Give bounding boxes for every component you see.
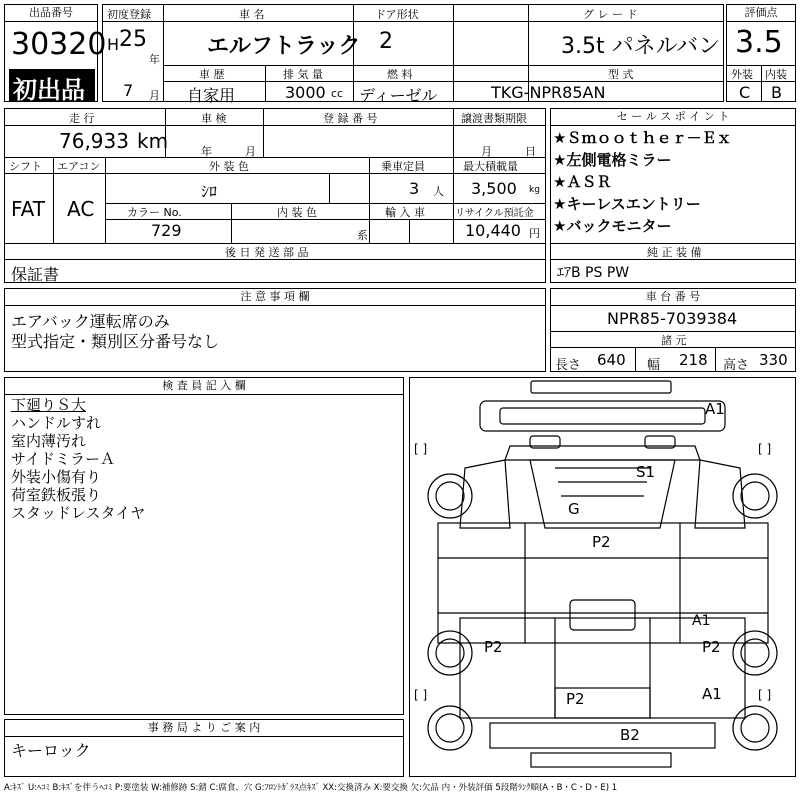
details-box: [4, 108, 546, 283]
inspector-line: サイドミラーＡ: [11, 450, 115, 468]
regno-label: 登 録 番 号: [323, 112, 378, 125]
chassis-value: NPR85-7039384: [607, 309, 738, 328]
shift-label: シフト: [9, 160, 42, 173]
sales-item: ★バックモニター: [553, 217, 672, 235]
notes-line: 型式指定・類別区分番号なし: [11, 332, 220, 351]
car-info-box: [102, 4, 724, 105]
reg-month: 7: [123, 81, 134, 100]
grade-label: グ レ ー ド: [583, 8, 638, 21]
inspector-label: 検 査 員 記 入 欄: [5, 378, 403, 395]
truck-diagram: [409, 377, 796, 777]
notes-label: 注 意 事 項 欄: [5, 289, 545, 306]
damage-mark-rear-door: P2: [566, 690, 585, 708]
recycle-value: 10,440: [465, 221, 521, 240]
equipment-label: 純 正 装 備: [647, 246, 702, 259]
score-box: [726, 4, 796, 102]
inspector-line: 荷室鉄板張り: [11, 486, 102, 504]
damage-mark-left-rear: P2: [484, 638, 503, 656]
height-label: 高さ: [723, 358, 750, 373]
later-parts-label: 後 日 発 送 部 品: [225, 246, 309, 259]
model-label: 型 式: [608, 68, 634, 81]
ac-label: エアコン: [57, 160, 101, 173]
load-value: 3,500: [471, 179, 517, 198]
inspection-year-unit: 年: [201, 145, 212, 158]
door-value: 2: [379, 29, 393, 54]
ext-score: C: [739, 83, 751, 102]
car-name: エルフトラック: [207, 34, 361, 59]
inspection-month-unit: 月: [245, 145, 256, 158]
lot-box: [4, 4, 107, 104]
sales-box: [550, 108, 796, 283]
inspector-line: 室内薄汚れ: [11, 432, 87, 450]
sales-item: ★キーレスエントリー: [553, 195, 701, 213]
int-color-unit: 系: [357, 229, 368, 242]
chassis-label: 車 台 番 号: [551, 289, 795, 306]
color-no-value: 729: [151, 221, 182, 240]
legend: A:ｷｽﾞ U:ﾍｺﾐ B:ｷｽﾞを伴うﾍｺﾐ P:要塗装 W:補修跡 S:錆 C:腐食、穴 G:ﾌﾛﾝﾄｶﾞﾗｽ点ｷｽﾞ XX:交換済み X:要交換 欠:欠品 内・外装評価 5段階ﾗﾝｸ順(A・B・C・D・E) 1: [4, 783, 618, 793]
load-label: 最大積載量: [463, 160, 518, 173]
sales-item: ★ＡＳＲ: [553, 173, 612, 191]
height-value: 330: [759, 351, 788, 369]
mileage-value: 76,933: [59, 129, 129, 153]
reg-year: 25: [119, 27, 147, 52]
damage-mark-roof: P2: [592, 533, 611, 551]
disp-value: 3000: [285, 83, 326, 102]
door-label: ドア形状: [375, 8, 419, 21]
dims-label: 諸 元: [661, 334, 687, 347]
inspector-list: [11, 396, 145, 522]
later-parts-value: 保証書: [11, 265, 60, 284]
first-listing-text: 初出品: [13, 76, 85, 104]
sales-label: セ ー ル ス ポ イ ン ト: [551, 109, 795, 126]
damage-mark-rear-right: A1: [702, 685, 722, 703]
transfer-label: 譲渡書類期限: [461, 112, 527, 125]
inspector-line: 下廻りＳ大: [11, 396, 87, 414]
damage-mark-rear-bumper: B2: [620, 726, 640, 744]
capacity-label: 乗車定員: [381, 160, 425, 173]
reg-label: 初度登録: [107, 8, 151, 21]
reg-month-unit: 月: [149, 89, 160, 102]
grade-value: 3.5t パネルバン: [561, 34, 721, 59]
length-value: 640: [597, 351, 626, 369]
reg-era: H: [107, 35, 120, 54]
width-label: 幅: [647, 358, 661, 373]
office-value: キーロック: [11, 741, 91, 760]
office-box: [4, 719, 404, 777]
capacity-value: 3: [409, 179, 420, 198]
office-label: 事 務 局 よ り ご 案 内: [5, 720, 403, 737]
color-no-label: カラー No.: [127, 206, 182, 219]
car-name-label: 車 名: [239, 8, 265, 21]
length-label: 長さ: [555, 358, 582, 373]
notes-box: [4, 288, 546, 372]
notes-line: エアバック運転席のみ: [11, 312, 170, 331]
history-value: 自家用: [187, 86, 236, 105]
bracket-right-front: [ ]: [758, 442, 772, 456]
score-label: 評価点: [727, 5, 795, 22]
transfer-day-unit: 日: [525, 145, 536, 158]
damage-mark-glass: G: [568, 500, 580, 518]
damage-mark-right-rear: P2: [702, 638, 721, 656]
recycle-label: リサイクル預託金: [455, 208, 534, 219]
first-listing-badge: [9, 69, 95, 104]
damage-mark-right-side: A1: [692, 613, 711, 629]
shift-value: FAT: [11, 197, 46, 221]
fuel-value: ディーゼル: [359, 86, 438, 105]
inspector-box: [4, 377, 404, 715]
int-score-label: 内装: [765, 68, 787, 81]
int-score: B: [771, 83, 782, 102]
damage-mark-windshield: S1: [636, 463, 656, 481]
load-unit: kg: [529, 185, 540, 195]
equipment-value: ｴｱB PS PW: [557, 265, 630, 281]
capacity-unit: 人: [433, 185, 444, 198]
lot-number: 30320: [11, 27, 107, 62]
ext-color-value: ｼﾛ: [201, 182, 218, 201]
history-label: 車 歴: [199, 68, 225, 81]
sales-item: ★Ｓｍｏｏｔｈｅｒ－Ｅｘ: [553, 129, 732, 147]
int-color-label: 内 装 色: [277, 206, 317, 219]
sales-list: [553, 129, 793, 239]
width-value: 218: [679, 351, 708, 369]
damage-mark-front-bumper: A1: [705, 400, 725, 418]
import-label: 輸 入 車: [385, 206, 425, 219]
bracket-left-rear: [ ]: [414, 688, 428, 702]
model-value: TKG-NPR85AN: [491, 83, 606, 102]
bracket-left-front: [ ]: [414, 442, 428, 456]
inspector-line: ハンドルすれ: [11, 414, 102, 432]
transfer-month-unit: 月: [481, 145, 492, 158]
ext-score-label: 外装: [731, 68, 753, 81]
lot-label: 出品番号: [5, 5, 97, 22]
ac-value: AC: [67, 197, 95, 221]
reg-year-unit: 年: [149, 53, 160, 66]
ext-color-label: 外 装 色: [209, 160, 249, 173]
chassis-box: [550, 288, 796, 372]
mileage-label: 走 行: [69, 112, 95, 125]
disp-unit: cc: [331, 87, 344, 100]
inspector-line: 外装小傷有り: [11, 468, 102, 486]
sales-item: ★左側電格ミラー: [553, 151, 672, 169]
inspection-label: 車 検: [201, 112, 227, 125]
bracket-right-rear: [ ]: [758, 688, 772, 702]
inspector-line: スタッドレスタイヤ: [11, 504, 146, 522]
mileage-unit: km: [137, 129, 169, 153]
recycle-unit: 円: [529, 227, 540, 240]
truck-outline: [410, 378, 795, 776]
disp-label: 排 気 量: [283, 68, 323, 81]
score-value: 3.5: [735, 25, 783, 60]
fuel-label: 燃 料: [387, 68, 413, 81]
